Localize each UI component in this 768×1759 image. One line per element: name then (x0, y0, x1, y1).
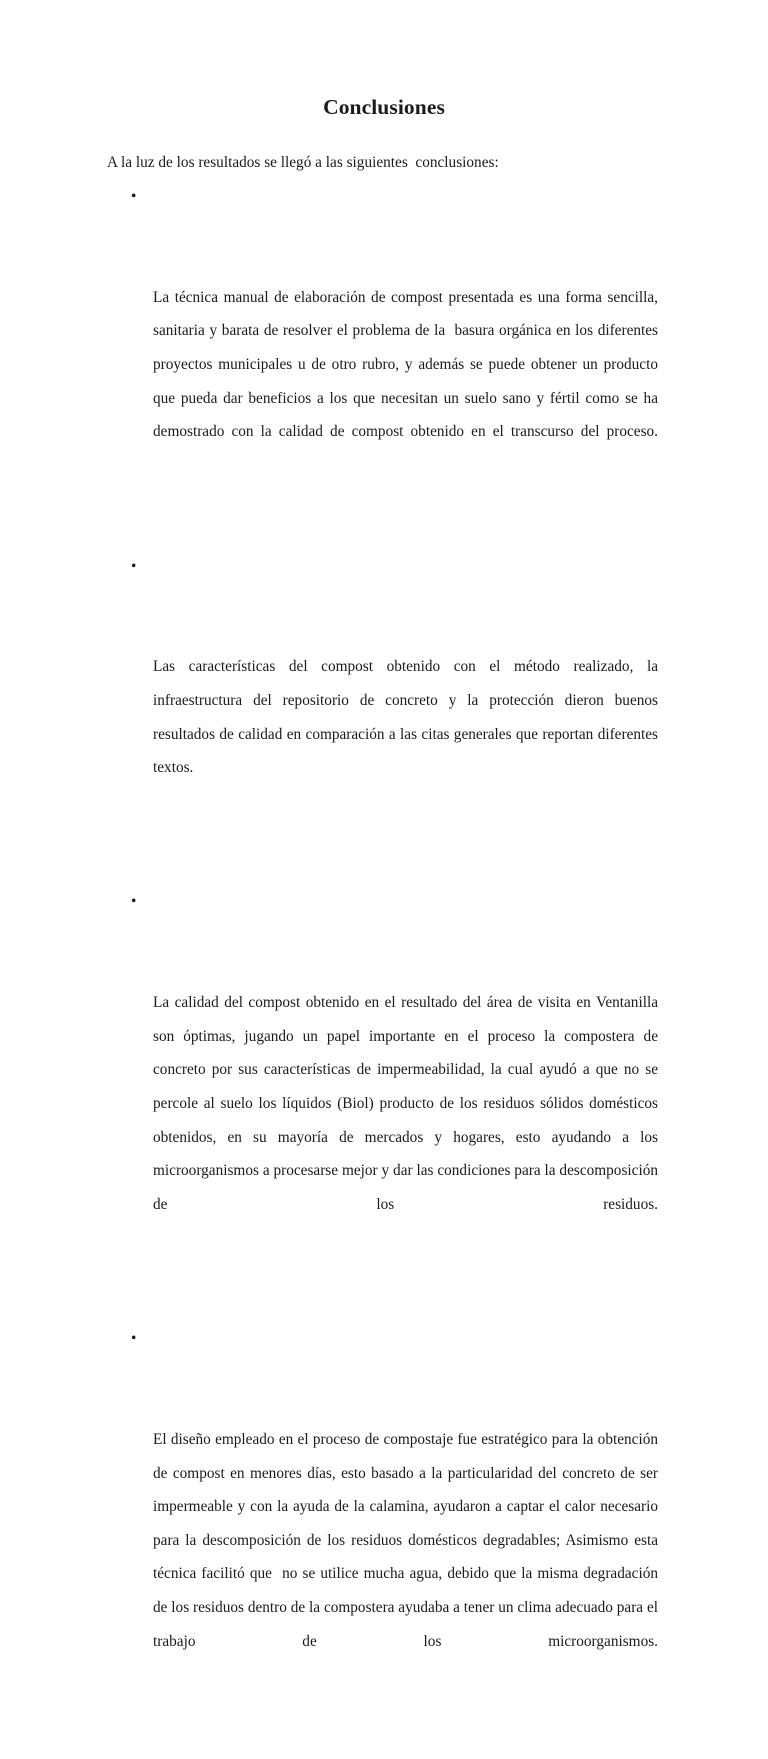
bullet-marker-icon: • (131, 557, 137, 575)
list-item (0, 550, 768, 886)
bullet-marker-icon: • (131, 188, 137, 205)
list-item-text: Las características del compost obtenido con el método realizado, la infraestructura del repositorio de concreto y la protección dieron buenos resultados de calidad en comparación a las citas generales que reportan diferentes textos. (153, 658, 662, 777)
bullet-marker-icon: • (131, 893, 137, 911)
list-item (0, 885, 768, 1322)
list-item-text: La técnica manual de elaboración de compost presentada es una forma sencilla, sanitaria y barata de resolver el problema de la basura orgánica en los diferentes proyectos municipales u de otro rubro, y además se puede obtener un producto que pueda dar beneficios a los que necesitan un suelo sano y fértil como se ha demostrado con la calidad de compost obtenido en el transcurso del proceso. (153, 288, 662, 441)
bullet-marker-icon: • (131, 1330, 137, 1348)
intro-paragraph: A la luz de los resultados se llegó a las siguientes conclusiones: (107, 154, 499, 172)
list-item (0, 1322, 768, 1759)
list-item (0, 180, 768, 550)
list-item-text: La calidad del compost obtenido en el resultado del área de visita en Ventanilla son óptimas, jugando un papel importante en el proceso la compostera de concreto por sus características de impermeabilidad, la cual ayudó a que no se percole al suelo los líquidos (Biol) producto de los residuos sólidos domésticos obtenidos, en su mayoría de mercados y hogares, esto ayudando a los microorganismos a procesarse mejor y dar las condiciones para la descomposición de los residuos. (153, 994, 662, 1213)
list-item-text: El diseño empleado en el proceso de compostaje fue estratégico para la obtención de compost en menores días, esto basado a la particularidad del concreto de ser impermeable y con la ayuda de la calamina, ayudaron a captar el calor necesario para la descomposición de los residuos domésticos degradables; Asimismo esta técnica facilitó que no se utilice mucha agua, debido que la misma degradación de los residuos dentro de la compostera ayudaba a tener un clima adecuado para el trabajo de los microorganismos. (153, 1430, 662, 1650)
page-title: Conclusiones (323, 95, 445, 120)
conclusions-list (0, 180, 768, 1759)
